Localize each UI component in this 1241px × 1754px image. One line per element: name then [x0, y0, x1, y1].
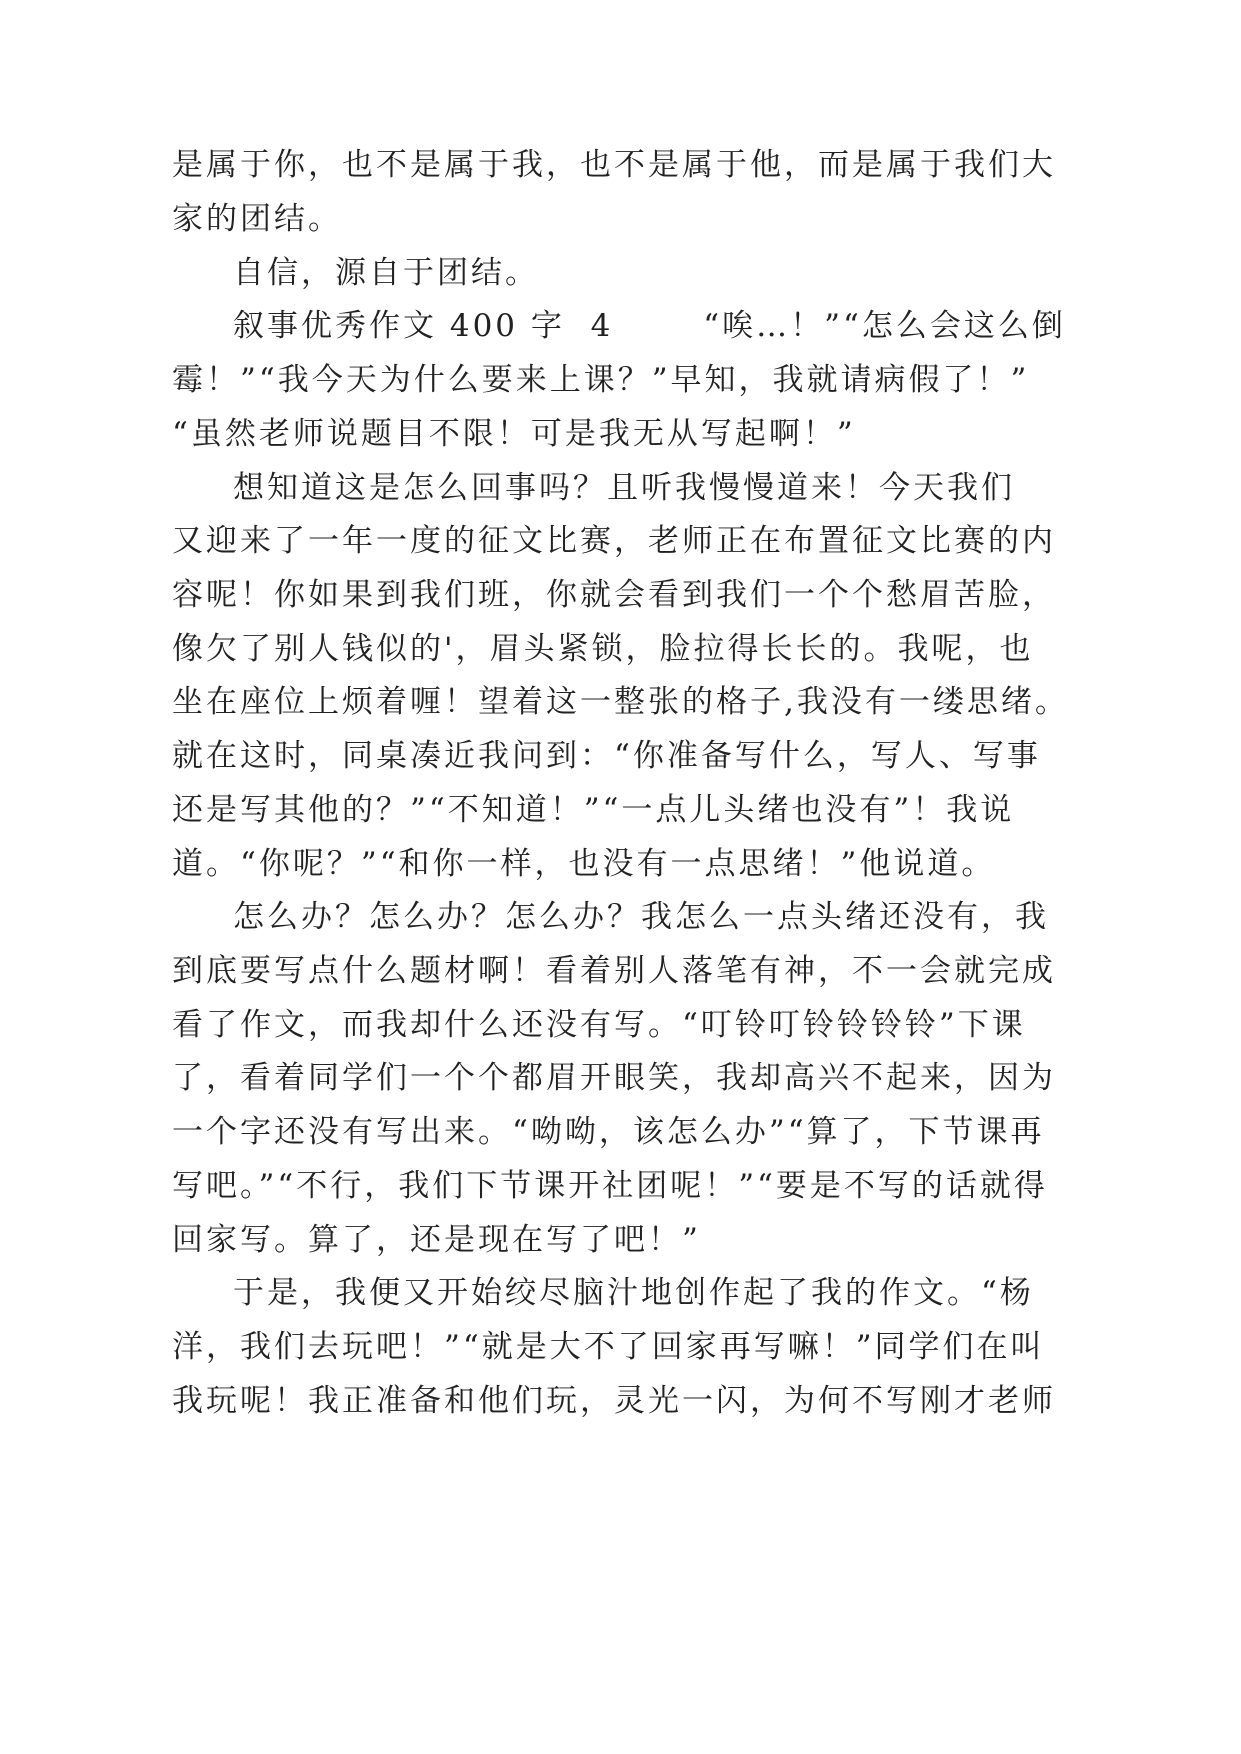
text-line: 到底要写点什么题材啊！看着别人落笔有神，不一会就完成: [172, 953, 1056, 989]
text-line: 自信，源自于团结。: [233, 255, 539, 291]
text-line: 回家写。算了，还是现在写了吧！”: [172, 1222, 701, 1258]
text-line: 一个字还没有写出来。“呦呦，该怎么办”“算了，下节课再: [172, 1114, 1045, 1150]
text-line: 看了作文，而我却什么还没有写。“叮铃叮铃铃铃铃”下课: [172, 1007, 1026, 1043]
text-line: 了，看着同学们一个个都眉开眼笑，我却高兴不起来，因为: [172, 1060, 1056, 1096]
text-line: 坐在座位上烦着喱！望着这一整张的格子,我没有一缕思绪。: [172, 684, 1069, 720]
text-line: 我玩呢！我正准备和他们玩，灵光一闪，为何不写刚才老师: [172, 1383, 1056, 1419]
text-line: 容呢！你如果到我们班，你就会看到我们一个个愁眉苦脸，: [172, 577, 1056, 613]
text-line: 又迎来了一年一度的征文比赛，老师正在布置征文比赛的内: [172, 523, 1056, 559]
text-line: 像欠了别人钱似的'，眉头紧锁，脸拉得长长的。我呢，也: [172, 631, 1034, 667]
text-line: 是属于你，也不是属于我，也不是属于他，而是属于我们大: [172, 147, 1056, 183]
text-line: 写吧。”“不行，我们下节课开社团呢！”“要是不写的话就得: [172, 1168, 1048, 1204]
text-line: “虽然老师说题目不限！可是我无从写起啊！”: [172, 416, 856, 452]
text-line: 就在这时，同桌凑近我问到：“你准备写什么，写人、写事: [172, 738, 1041, 774]
text-line: 洋，我们去玩吧！”“就是大不了回家再写嘛！”同学们在叫: [172, 1329, 1045, 1365]
text-line: 叙事优秀作文 400 字 4 “唉…！”“怎么会这么倒: [233, 308, 1066, 344]
text-line: 怎么办？怎么办？怎么办？我怎么一点头绪还没有，我: [233, 899, 1049, 935]
text-line: 家的团结。: [172, 201, 342, 237]
text-line: 想知道这是怎么回事吗？且听我慢慢道来！今天我们: [233, 470, 1015, 506]
text-line: 还是写其他的？”“不知道！”“一点儿头绪也没有”！我说: [172, 792, 1015, 828]
text-line: 道。“你呢？”“和你一样，也没有一点思绪！”他说道。: [172, 846, 996, 882]
text-line: 霉！”“我今天为什么要来上课？”早知，我就请病假了！”: [172, 362, 1030, 398]
text-line: 于是，我便又开始绞尽脑汁地创作起了我的作文。“杨: [233, 1275, 1034, 1311]
